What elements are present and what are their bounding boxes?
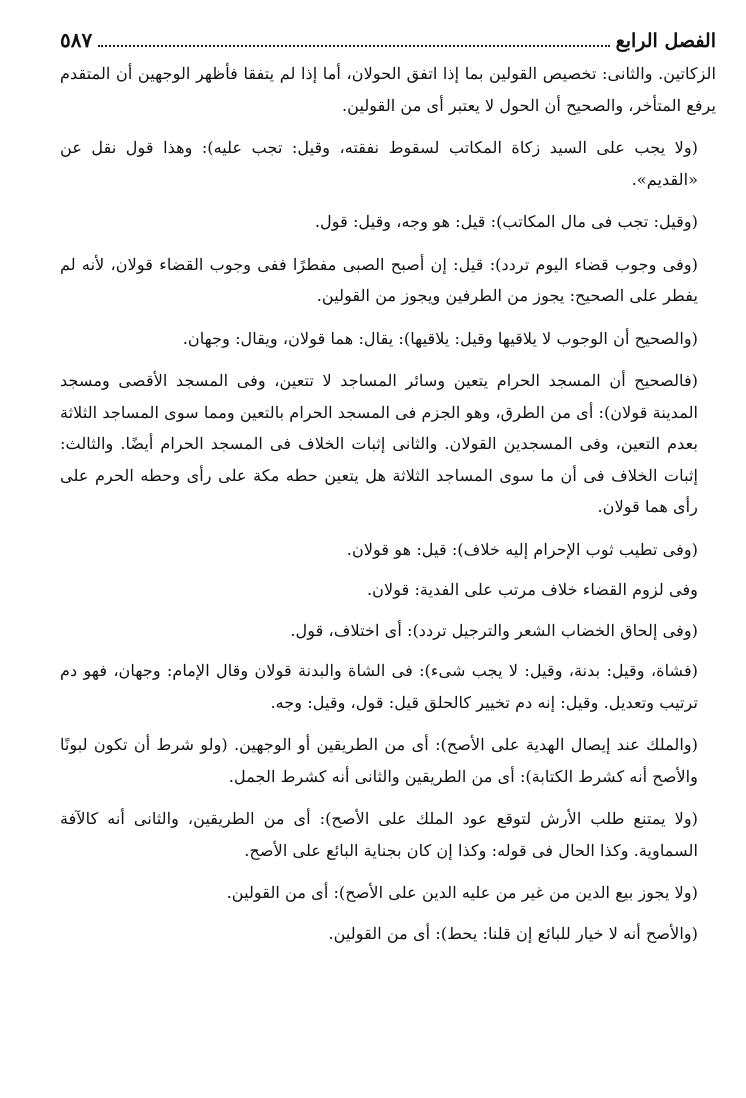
running-header xyxy=(60,28,716,58)
paragraph: (وقيل: تجب فى مال المكاتب): قيل: هو وجه، وقيل: قول. xyxy=(314,212,698,231)
paragraph: (ولا يجوز بيع الدين من غير من عليه الدين على الأصح): أى من القولين. xyxy=(226,883,698,902)
book-page xyxy=(60,28,716,1078)
page-number: ٥٨٧ xyxy=(60,28,93,52)
paragraph: (والصحيح أن الوجوب لا يلاقيها وقيل: يلاقيها): يقال: هما قولان، ويقال: وجهان. xyxy=(182,328,698,348)
paragraph: الزكاتين. والثانى: تخصيص القولين بما إذا اتفق الحولان، أما إذا لم يتفقا فأظهر الوجهين أن المتقدم يرفع المتأخر، والصحيح أن الحول لا يعتبر أى من القولين. xyxy=(60,64,716,115)
paragraph: (وفى وجوب قضاء اليوم تردد): قيل: إن أصبح الصبى مفطرًا ففى وجوب القضاء قولان، لأنه لم يفطر على الصحيح: يجوز من الطرفين ويجوز من القولين. xyxy=(60,254,698,305)
paragraph: (فشاة، وقيل: بدنة، وقيل: لا يجب شىء): فى الشاة والبدنة قولان وقال الإمام: وجهان، فهو دم ترتيب وتعديل. وقيل: إنه دم تخيير كالحلق قيل: قول، وقيل: وجه. xyxy=(60,661,698,712)
paragraph: (ولا يمتنع طلب الأرش لتوقع عود الملك على الأصح): أى من الطريقين، والثانى أنه كالآفة السماوية. وكذا الحال فى قوله: وكذا إن كان بجناية البائع على الأصح. xyxy=(60,809,698,860)
paragraph: وفى لزوم القضاء خلاف مرتب على الفدية: قولان. xyxy=(366,580,698,599)
chapter-title: الفصل الرابع xyxy=(615,30,716,52)
paragraph: (ولا يجب على السيد زكاة المكاتب لسقوط نفقته، وقيل: تجب عليه): وهذا قول نقل عن «القديم». xyxy=(60,138,698,189)
dotted-leader xyxy=(98,45,609,47)
page-body xyxy=(60,58,716,949)
paragraph: (وفى إلحاق الخضاب الشعر والترجيل تردد): أى اختلاف، قول. xyxy=(290,620,698,640)
paragraph: (وفى تطيب ثوب الإحرام إليه خلاف): قيل: هو قولان. xyxy=(346,539,698,559)
paragraph: (والملك عند إيصال الهدية على الأصح): أى من الطريقين أو الوجهين. (ولو شرط أن تكون لبونًا والأصح أنه كشرط الكتابة): أى من الطريقين والثانى أنه كشرط الجمل. xyxy=(60,735,698,786)
paragraph: (فالصحيح أن المسجد الحرام يتعين وسائر المساجد لا تتعين، وفى المسجد الأقصى ومسجد المدينة قولان): أى من الطرق، وهو الجزم فى المسجد الحرام بالتعين ومما سوى المساجد الثلاثة بعدم التعين، وفى المسجدين القولان. والثانى إثبات الخلاف فى المسجد الحرام أيضًا. والثالث: إثبات الخلاف فى أن ما سوى المساجد الثلاثة هل يتعين حطه مكة على رأى وحطه الحرم على رأى هما قولان. xyxy=(60,371,698,516)
paragraph: (والأصح أنه لا خيار للبائع إن قلنا: يحط): أى من القولين. xyxy=(328,923,698,943)
